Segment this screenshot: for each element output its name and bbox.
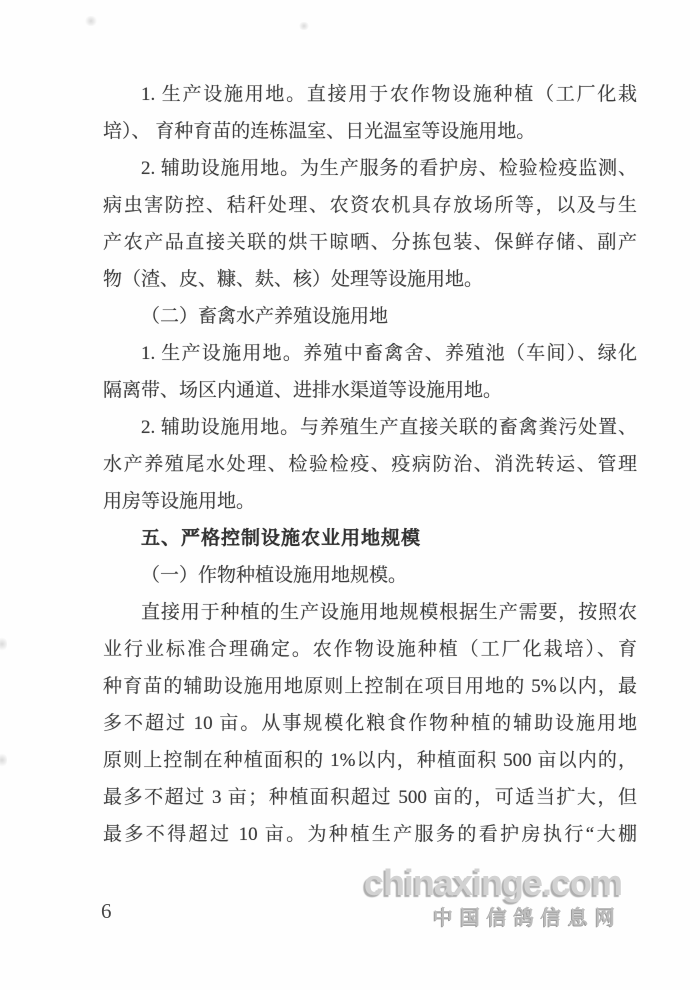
text-line: 最多不得超过 10 亩。为种植生产服务的看护房执行“大棚	[103, 824, 637, 845]
text-line: 培）、 育种育苗的连栋温室、日光温室等设施用地。	[103, 121, 536, 142]
text-line: 直接用于种植的生产设施用地规模根据生产需要，按照农	[141, 602, 637, 623]
text-line: 1. 生产设施用地。直接用于农作物设施种植（工厂化栽	[141, 84, 637, 105]
watermark	[350, 862, 622, 929]
text-line: 水产养殖尾水处理、检验检疫、疫病防治、消洗转运、管理	[103, 454, 637, 475]
text-line: 2. 辅助设施用地。与养殖生产直接关联的畜禽粪污处置、	[141, 417, 637, 438]
text-line: 多不超过 10 亩。从事规模化粮食作物种植的辅助设施用地	[103, 713, 637, 734]
scan-artifact	[84, 16, 98, 26]
text-line: 病虫害防控、秸秆处理、农资农机具存放场所等，以及与生	[103, 195, 637, 216]
watermark-site-name: 中国信鸽信息网	[433, 907, 622, 929]
subsection-heading: （二）畜禽水产养殖设施用地	[141, 306, 389, 327]
text-line: 隔离带、场区内通道、进排水渠道等设施用地。	[103, 380, 503, 401]
section-heading: 五、严格控制设施农业用地规模	[141, 528, 422, 549]
scan-artifact	[0, 752, 7, 768]
page-number: 6	[101, 899, 112, 923]
text-line: 最多不超过 3 亩；种植面积超过 500 亩的，可适当扩大，但	[103, 787, 637, 808]
scan-artifact	[0, 636, 7, 652]
scan-artifact	[298, 22, 310, 30]
document-text-block	[103, 76, 637, 853]
text-line: 种育苗的辅助设施用地原则上控制在项目用地的 5%以内，最	[103, 676, 637, 697]
text-line: 用房等设施用地。	[103, 491, 256, 512]
text-line: 1. 生产设施用地。养殖中畜禽舍、养殖池（车间）、绿化	[141, 343, 637, 364]
text-line: 原则上控制在种植面积的 1%以内，种植面积 500 亩以内的，	[103, 750, 637, 771]
watermark-site-url: chinaxinge.com	[363, 862, 622, 903]
text-line: 物（渣、皮、糠、麸、核）处理等设施用地。	[103, 269, 484, 290]
text-line: 2. 辅助设施用地。为生产服务的看护房、检验检疫监测、	[141, 158, 637, 179]
text-line: 业行业标准合理确定。农作物设施种植（工厂化栽培）、育	[103, 639, 637, 660]
text-line: 产农产品直接关联的烘干晾晒、分拣包装、保鲜存储、副产	[103, 232, 637, 253]
subsection-heading: （一）作物种植设施用地规模。	[141, 565, 408, 586]
